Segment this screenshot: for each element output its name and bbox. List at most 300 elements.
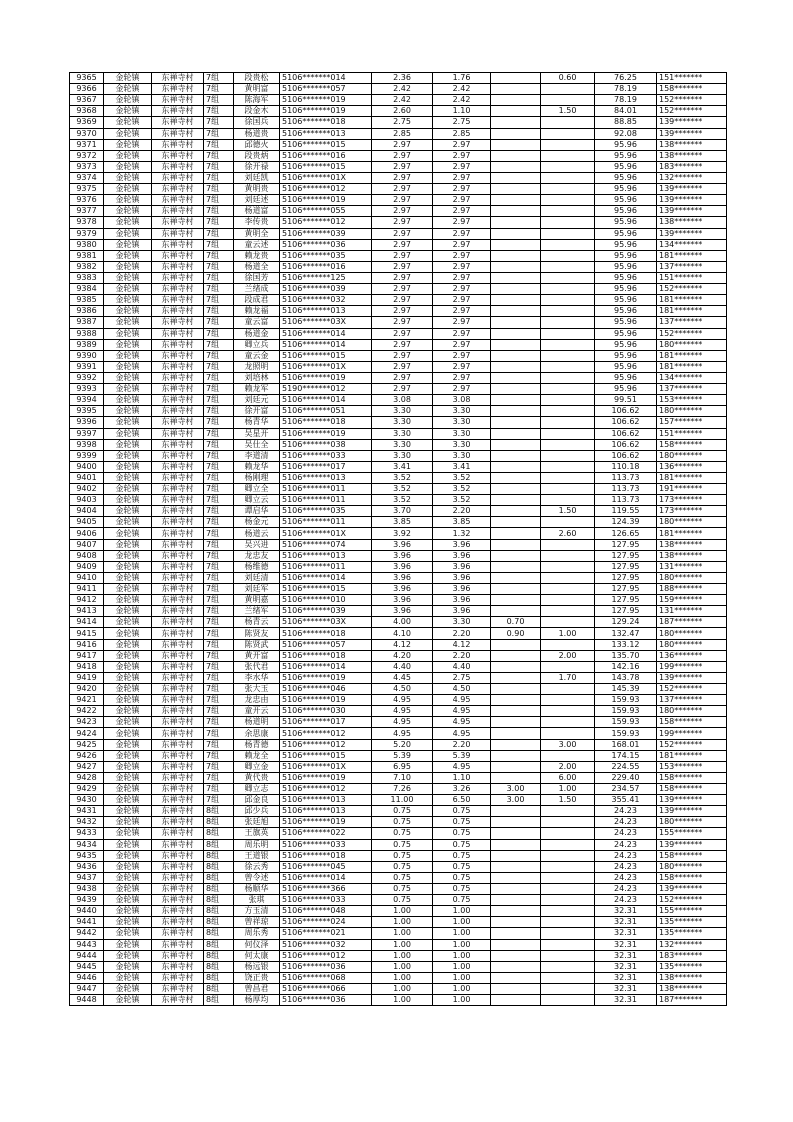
cell-group: 7组 [204, 317, 234, 328]
cell-id-number: 5106*******013 [280, 550, 372, 561]
table-row [70, 983, 727, 994]
cell-area-c [541, 906, 595, 917]
cell-village: 东禅寺村 [152, 439, 204, 450]
cell-group: 7组 [204, 495, 234, 506]
cell-village: 东禅寺村 [152, 206, 204, 217]
cell-village: 东禅寺村 [152, 828, 204, 839]
cell-row-number: 9409 [70, 561, 104, 572]
cell-area-c [541, 184, 595, 195]
cell-total-area: 4.95 [372, 695, 433, 706]
cell-name: 邱少兵 [234, 806, 280, 817]
cell-area-b [491, 328, 541, 339]
table-row [70, 772, 727, 783]
cell-phone: 131******* [657, 606, 727, 617]
cell-group: 7组 [204, 161, 234, 172]
cell-area-b [491, 217, 541, 228]
table-row [70, 295, 727, 306]
cell-town: 金轮镇 [104, 528, 152, 539]
cell-phone: 131******* [657, 561, 727, 572]
cell-town: 金轮镇 [104, 195, 152, 206]
cell-area-a: 4.12 [433, 639, 491, 650]
cell-group: 7组 [204, 217, 234, 228]
cell-group: 7组 [204, 306, 234, 317]
cell-group: 8组 [204, 895, 234, 906]
cell-area-c: 2.60 [541, 528, 595, 539]
cell-name: 杨刚理 [234, 472, 280, 483]
cell-area-b [491, 495, 541, 506]
table-row [70, 384, 727, 395]
cell-phone: 173******* [657, 495, 727, 506]
table-row [70, 184, 727, 195]
cell-area-c [541, 839, 595, 850]
cell-phone: 151******* [657, 73, 727, 84]
cell-town: 金轮镇 [104, 850, 152, 861]
cell-phone: 158******* [657, 784, 727, 795]
cell-area-a: 0.75 [433, 861, 491, 872]
cell-total-area: 0.75 [372, 828, 433, 839]
cell-name: 陈贤武 [234, 639, 280, 650]
cell-town: 金轮镇 [104, 317, 152, 328]
cell-total-area: 3.96 [372, 572, 433, 583]
cell-amount: 95.96 [595, 217, 657, 228]
cell-town: 金轮镇 [104, 450, 152, 461]
cell-village: 东禅寺村 [152, 672, 204, 683]
cell-phone: 139******* [657, 206, 727, 217]
cell-name: 卿立金 [234, 761, 280, 772]
cell-id-number: 5106*******019 [280, 95, 372, 106]
cell-village: 东禅寺村 [152, 961, 204, 972]
cell-name: 刘廷凯 [234, 172, 280, 183]
cell-row-number: 9402 [70, 484, 104, 495]
cell-group: 8组 [204, 950, 234, 961]
cell-phone: 139******* [657, 806, 727, 817]
cell-group: 7组 [204, 728, 234, 739]
cell-town: 金轮镇 [104, 706, 152, 717]
cell-area-c [541, 561, 595, 572]
cell-id-number: 5106*******055 [280, 206, 372, 217]
cell-town: 金轮镇 [104, 539, 152, 550]
cell-area-c [541, 872, 595, 883]
cell-id-number: 5106*******036 [280, 961, 372, 972]
cell-group: 8组 [204, 972, 234, 983]
cell-area-b [491, 195, 541, 206]
cell-group: 7组 [204, 361, 234, 372]
cell-village: 东禅寺村 [152, 506, 204, 517]
cell-id-number: 5106*******038 [280, 439, 372, 450]
table-row [70, 628, 727, 639]
cell-total-area: 2.97 [372, 339, 433, 350]
cell-amount: 127.95 [595, 550, 657, 561]
cell-name: 饶正贵 [234, 972, 280, 983]
cell-group: 7组 [204, 584, 234, 595]
cell-village: 东禅寺村 [152, 795, 204, 806]
cell-total-area: 7.26 [372, 784, 433, 795]
cell-total-area: 2.85 [372, 128, 433, 139]
cell-area-c [541, 84, 595, 95]
cell-group: 7组 [204, 717, 234, 728]
cell-phone: 158******* [657, 772, 727, 783]
cell-village: 东禅寺村 [152, 239, 204, 250]
cell-village: 东禅寺村 [152, 572, 204, 583]
cell-area-b [491, 650, 541, 661]
cell-area-b [491, 150, 541, 161]
cell-amount: 113.73 [595, 484, 657, 495]
cell-town: 金轮镇 [104, 106, 152, 117]
cell-row-number: 9434 [70, 839, 104, 850]
cell-amount: 92.08 [595, 128, 657, 139]
cell-row-number: 9387 [70, 317, 104, 328]
cell-area-a: 4.95 [433, 717, 491, 728]
cell-town: 金轮镇 [104, 872, 152, 883]
cell-id-number: 5106*******024 [280, 917, 372, 928]
cell-amount: 127.95 [595, 595, 657, 606]
cell-group: 7组 [204, 239, 234, 250]
cell-phone: 181******* [657, 750, 727, 761]
cell-name: 童开云 [234, 706, 280, 717]
cell-area-a: 2.42 [433, 84, 491, 95]
cell-id-number: 5106*******018 [280, 850, 372, 861]
cell-total-area: 4.00 [372, 617, 433, 628]
cell-village: 东禅寺村 [152, 184, 204, 195]
cell-phone: 152******* [657, 328, 727, 339]
cell-row-number: 9412 [70, 595, 104, 606]
cell-area-c: 0.60 [541, 73, 595, 84]
cell-row-number: 9438 [70, 883, 104, 894]
cell-town: 金轮镇 [104, 606, 152, 617]
cell-phone: 180******* [657, 406, 727, 417]
cell-village: 东禅寺村 [152, 272, 204, 283]
cell-group: 7组 [204, 295, 234, 306]
cell-id-number: 5106*******019 [280, 672, 372, 683]
cell-town: 金轮镇 [104, 361, 152, 372]
cell-town: 金轮镇 [104, 217, 152, 228]
cell-amount: 95.96 [595, 150, 657, 161]
cell-area-b [491, 161, 541, 172]
cell-total-area: 3.96 [372, 584, 433, 595]
cell-id-number: 5106*******019 [280, 428, 372, 439]
cell-village: 东禅寺村 [152, 728, 204, 739]
cell-amount: 129.24 [595, 617, 657, 628]
cell-area-b [491, 550, 541, 561]
cell-town: 金轮镇 [104, 650, 152, 661]
cell-group: 7组 [204, 795, 234, 806]
cell-area-c [541, 339, 595, 350]
cell-amount: 159.93 [595, 728, 657, 739]
cell-area-b [491, 284, 541, 295]
cell-phone: 151******* [657, 428, 727, 439]
cell-name: 黄明贵 [234, 184, 280, 195]
cell-name: 段成君 [234, 295, 280, 306]
cell-phone: 181******* [657, 250, 727, 261]
cell-name: 周乐秀 [234, 928, 280, 939]
cell-group: 8组 [204, 828, 234, 839]
cell-group: 7组 [204, 350, 234, 361]
table-row [70, 539, 727, 550]
cell-total-area: 3.52 [372, 495, 433, 506]
cell-village: 东禅寺村 [152, 595, 204, 606]
cell-town: 金轮镇 [104, 584, 152, 595]
cell-area-b [491, 428, 541, 439]
cell-area-b [491, 206, 541, 217]
cell-town: 金轮镇 [104, 128, 152, 139]
cell-id-number: 5106*******036 [280, 239, 372, 250]
table-row [70, 572, 727, 583]
table-row [70, 972, 727, 983]
cell-village: 东禅寺村 [152, 750, 204, 761]
cell-group: 8组 [204, 917, 234, 928]
cell-row-number: 9411 [70, 584, 104, 595]
cell-area-b [491, 73, 541, 84]
cell-town: 金轮镇 [104, 772, 152, 783]
cell-area-c [541, 950, 595, 961]
cell-name: 童云富 [234, 317, 280, 328]
cell-phone: 138******* [657, 550, 727, 561]
cell-name: 黄明嘉 [234, 595, 280, 606]
cell-name: 周乐明 [234, 839, 280, 850]
cell-id-number: 5106*******015 [280, 161, 372, 172]
cell-id-number: 5106*******036 [280, 995, 372, 1006]
cell-amount: 95.96 [595, 139, 657, 150]
cell-village: 东禅寺村 [152, 995, 204, 1006]
cell-name: 兰绪军 [234, 606, 280, 617]
cell-row-number: 9383 [70, 272, 104, 283]
table-row [70, 128, 727, 139]
cell-area-c [541, 328, 595, 339]
cell-name: 谭启华 [234, 506, 280, 517]
cell-id-number: 5106*******057 [280, 639, 372, 650]
cell-total-area: 0.75 [372, 883, 433, 894]
cell-area-c [541, 750, 595, 761]
cell-group: 7组 [204, 472, 234, 483]
cell-phone: 134******* [657, 239, 727, 250]
cell-town: 金轮镇 [104, 417, 152, 428]
cell-village: 东禅寺村 [152, 661, 204, 672]
cell-row-number: 9371 [70, 139, 104, 150]
cell-name: 龙忠由 [234, 695, 280, 706]
cell-id-number: 5106*******012 [280, 784, 372, 795]
cell-row-number: 9391 [70, 361, 104, 372]
cell-amount: 113.73 [595, 495, 657, 506]
cell-area-b [491, 839, 541, 850]
cell-total-area: 3.30 [372, 406, 433, 417]
cell-row-number: 9421 [70, 695, 104, 706]
cell-group: 7组 [204, 539, 234, 550]
cell-row-number: 9392 [70, 372, 104, 383]
cell-area-c [541, 428, 595, 439]
cell-town: 金轮镇 [104, 73, 152, 84]
cell-phone: 158******* [657, 717, 727, 728]
cell-id-number: 5106*******068 [280, 972, 372, 983]
cell-id-number: 5106*******015 [280, 750, 372, 761]
cell-row-number: 9377 [70, 206, 104, 217]
cell-group: 8组 [204, 995, 234, 1006]
cell-area-b [491, 695, 541, 706]
cell-village: 东禅寺村 [152, 328, 204, 339]
cell-id-number: 5106*******018 [280, 650, 372, 661]
cell-area-a: 4.95 [433, 761, 491, 772]
cell-phone: 135******* [657, 928, 727, 939]
table-row [70, 195, 727, 206]
cell-total-area: 4.12 [372, 639, 433, 650]
cell-id-number: 5106*******366 [280, 883, 372, 894]
cell-total-area: 2.97 [372, 239, 433, 250]
cell-amount: 95.96 [595, 384, 657, 395]
cell-area-b [491, 739, 541, 750]
cell-phone: 152******* [657, 284, 727, 295]
cell-group: 7组 [204, 184, 234, 195]
cell-amount: 32.31 [595, 939, 657, 950]
cell-amount: 95.96 [595, 161, 657, 172]
cell-area-c [541, 717, 595, 728]
cell-area-a: 2.97 [433, 339, 491, 350]
cell-area-a: 2.97 [433, 284, 491, 295]
cell-area-a: 2.97 [433, 150, 491, 161]
cell-area-c [541, 883, 595, 894]
cell-id-number: 5190*******012 [280, 384, 372, 395]
cell-town: 金轮镇 [104, 495, 152, 506]
cell-group: 7组 [204, 661, 234, 672]
cell-row-number: 9368 [70, 106, 104, 117]
cell-area-c [541, 983, 595, 994]
cell-area-a: 2.97 [433, 306, 491, 317]
cell-row-number: 9382 [70, 261, 104, 272]
cell-area-a: 2.97 [433, 161, 491, 172]
cell-town: 金轮镇 [104, 684, 152, 695]
cell-village: 东禅寺村 [152, 839, 204, 850]
cell-town: 金轮镇 [104, 839, 152, 850]
cell-amount: 135.70 [595, 650, 657, 661]
cell-name: 杨青德 [234, 739, 280, 750]
cell-village: 东禅寺村 [152, 372, 204, 383]
cell-area-b [491, 350, 541, 361]
cell-area-b [491, 228, 541, 239]
cell-group: 8组 [204, 806, 234, 817]
cell-id-number: 5106*******012 [280, 739, 372, 750]
cell-amount: 24.23 [595, 872, 657, 883]
cell-area-b [491, 417, 541, 428]
cell-group: 7组 [204, 761, 234, 772]
cell-area-c: 1.50 [541, 106, 595, 117]
cell-area-c [541, 272, 595, 283]
cell-group: 7组 [204, 439, 234, 450]
cell-row-number: 9443 [70, 939, 104, 950]
cell-group: 8组 [204, 983, 234, 994]
cell-town: 金轮镇 [104, 983, 152, 994]
cell-village: 东禅寺村 [152, 339, 204, 350]
cell-name: 曾祥琼 [234, 917, 280, 928]
cell-name: 赖龙军 [234, 384, 280, 395]
cell-phone: 180******* [657, 817, 727, 828]
cell-area-a: 4.95 [433, 706, 491, 717]
cell-area-a: 4.95 [433, 695, 491, 706]
table-row [70, 606, 727, 617]
cell-row-number: 9398 [70, 439, 104, 450]
cell-phone: 135******* [657, 961, 727, 972]
cell-town: 金轮镇 [104, 517, 152, 528]
cell-village: 东禅寺村 [152, 350, 204, 361]
cell-village: 东禅寺村 [152, 150, 204, 161]
cell-id-number: 5106*******013 [280, 795, 372, 806]
table-row [70, 828, 727, 839]
cell-id-number: 5106*******045 [280, 861, 372, 872]
cell-area-a: 1.00 [433, 995, 491, 1006]
cell-id-number: 5106*******019 [280, 106, 372, 117]
cell-village: 东禅寺村 [152, 606, 204, 617]
cell-amount: 229.40 [595, 772, 657, 783]
cell-area-a: 3.96 [433, 584, 491, 595]
cell-phone: 137******* [657, 384, 727, 395]
cell-total-area: 5.20 [372, 739, 433, 750]
table-row [70, 284, 727, 295]
cell-amount: 124.39 [595, 517, 657, 528]
table-row [70, 917, 727, 928]
cell-name: 杨青华 [234, 417, 280, 428]
cell-amount: 168.01 [595, 739, 657, 750]
cell-area-c: 1.00 [541, 628, 595, 639]
cell-area-a: 0.75 [433, 817, 491, 828]
cell-phone: 136******* [657, 461, 727, 472]
cell-id-number: 5106*******015 [280, 584, 372, 595]
cell-id-number: 5106*******048 [280, 906, 372, 917]
cell-area-b [491, 450, 541, 461]
cell-phone: 181******* [657, 350, 727, 361]
cell-row-number: 9447 [70, 983, 104, 994]
cell-total-area: 4.95 [372, 728, 433, 739]
cell-area-b [491, 250, 541, 261]
cell-phone: 139******* [657, 228, 727, 239]
cell-total-area: 3.96 [372, 539, 433, 550]
cell-row-number: 9418 [70, 661, 104, 672]
cell-name: 刘廷清 [234, 572, 280, 583]
cell-row-number: 9435 [70, 850, 104, 861]
cell-village: 东禅寺村 [152, 906, 204, 917]
cell-town: 金轮镇 [104, 139, 152, 150]
cell-amount: 127.95 [595, 561, 657, 572]
cell-area-c [541, 350, 595, 361]
cell-amount: 32.31 [595, 928, 657, 939]
cell-village: 东禅寺村 [152, 761, 204, 772]
cell-area-b [491, 539, 541, 550]
cell-town: 金轮镇 [104, 972, 152, 983]
cell-area-a: 2.97 [433, 172, 491, 183]
cell-total-area: 2.42 [372, 95, 433, 106]
cell-town: 金轮镇 [104, 295, 152, 306]
cell-amount: 224.55 [595, 761, 657, 772]
cell-total-area: 3.52 [372, 484, 433, 495]
cell-area-b [491, 184, 541, 195]
cell-area-b: 3.00 [491, 795, 541, 806]
cell-row-number: 9437 [70, 872, 104, 883]
cell-row-number: 9372 [70, 150, 104, 161]
cell-amount: 106.62 [595, 450, 657, 461]
cell-village: 东禅寺村 [152, 472, 204, 483]
cell-row-number: 9397 [70, 428, 104, 439]
cell-id-number: 5106*******015 [280, 350, 372, 361]
cell-area-a: 2.97 [433, 250, 491, 261]
cell-name: 杨维德 [234, 561, 280, 572]
cell-town: 金轮镇 [104, 750, 152, 761]
cell-id-number: 5106*******013 [280, 128, 372, 139]
table-row [70, 817, 727, 828]
cell-row-number: 9428 [70, 772, 104, 783]
cell-area-a: 2.97 [433, 372, 491, 383]
cell-area-c [541, 584, 595, 595]
cell-town: 金轮镇 [104, 206, 152, 217]
cell-area-c [541, 617, 595, 628]
cell-name: 黄代贵 [234, 772, 280, 783]
table-row [70, 306, 727, 317]
cell-area-a: 2.75 [433, 117, 491, 128]
